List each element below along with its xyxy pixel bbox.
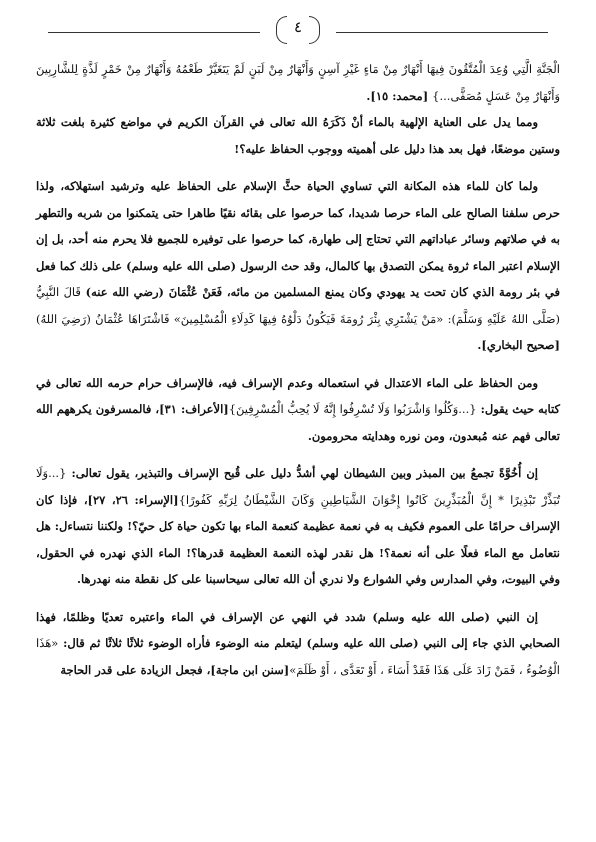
- page-number: ٤: [274, 14, 322, 44]
- quran-verse: الْجَنَّةِ الَّتِي وُعِدَ الْمُتَّقُونَ فِيهَا أَنْهَارٌ مِنْ مَاءٍ غَيْرِ آسِنٍ وَأَنْهَارٌ مِنْ لَبَنٍ لَمْ يَتَغَيَّرْ طَعْمُهُ وَأَنْهَارٌ مِنْ خَمْرٍ لَذَّةٍ لِلشَّارِبِينَ وَأَنْهَارٌ مِنْ عَسَلٍ مُصَفًّى...}: [36, 62, 560, 103]
- paragraph-3: [36, 173, 560, 359]
- paragraph-text: ومن الحفاظ على الماء الاعتدال في استعماله وعدم الإسراف فيه، فالإسراف حرام حرمه الله تعالى في كتابه حيث يقول:: [36, 375, 560, 416]
- paragraph-text: ولما كان للماء هذه المكانة التي تساوي الحياة حثَّ الإسلام على الحفاظ عليه وترشيد استهلاكه، ولذا حرص سلفنا الصالح على الماء حرصا شديدا، كما حرصوا على بقائه نقيًا طاهرا حتى يتمكنوا من شربه والتطهر به في صلاتهم وسائر عباداتهم التي تحتاج إلى طهارة، كما حرصوا على توفيره للجميع فلا يحرم منه أحد، بل إن الإسلام اعتبر الماء ثروة يمكن التصدق بها كالمال، وقد حث الرسول (صلى الله عليه وسلم) على ذلك كما فعل في بئر رومة الذي كان تحت يد يهودي وكان يمنع المسلمين من مائه، فَعَنْ عُثْمَانَ (رضي الله عنه): [36, 179, 560, 299]
- header-rule-left: [48, 32, 260, 33]
- paragraph-2: [36, 109, 560, 162]
- paragraph-text: إن النبي (صلى الله عليه وسلم) شدد في النهي عن الإسراف في الماء واعتبره تعديًا وظلمًا، فهذا الصحابي الذي جاء إلى النبي (صلى الله عليه وسلم) ليتعلم منه الوضوء فأراه الوضوء ثلاثًا ثلاثًا ثم قال:: [36, 609, 560, 650]
- paragraph-text: ومما يدل على العناية الإلهية بالماء أنْ ذَكَرَهُ الله تعالى في القرآن الكريم في مواضع كثيرة بلغت ثلاثة وستين موضعًا، فهل بعد هذا دليل على أهميته ووجوب الحفاظ عليه؟!: [36, 115, 560, 156]
- paragraph-text: [سنن ابن ماجة]، فجعل الزيادة على قدر الحاجة: [60, 662, 290, 677]
- paragraph-text: [الإسراء: ٢٦، ٢٧]، فإذا كان الإسراف حرامًا على العموم فكيف به في نعمة عظيمة كنعمة الماء بها تكون حياة كل حيّ؟! ولكننا نتساءل: هل نتعامل مع الماء فعلًا على أنه نعمة؟! هل نقدر لهذه النعمة العظيمة قدرها؟! الماء الذي نهدره في الحقول، وفي البيوت، وفي المدارس وفي الشوارع ولا ندري أن الله تعالى سيحاسبنا على كل نقطة منه نهدرها.: [36, 492, 560, 586]
- hadith-quote: «هَذَا الْوُضُوءُ ، فَمَنْ زَادَ عَلَى هَذَا فَقَدْ أَسَاءَ ، أَوْ تَعَدَّى ، أَوْ ظَلَمَ»: [36, 636, 560, 677]
- citation: [محمد: ١٥].: [366, 88, 433, 103]
- paragraph-text: إن أُخُوَّةً تجمعُ بين المبذر وبين الشيطان لهي أشدُّ دليل على قُبح الإسراف والتبذير، يقول تعالى:: [66, 466, 538, 480]
- paragraph-4: [36, 370, 560, 450]
- header-rule-right: [336, 32, 548, 33]
- page-header: [48, 10, 548, 44]
- hadith-quote: قَالَ النَّبِيُّ (صَلَّى اللهُ عَلَيْهِ وَسَلَّمَ): «مَنْ يَشْتَرِي بِئْرَ رُومَةَ فَيَكُونُ دَلْوُهُ فِيهَا كَدِلَاءِ الْمُسْلِمِينَ» فَاشْتَرَاهَا عُثْمَانُ (رَضِيَ اللهُ): [36, 285, 560, 326]
- paragraph-1: [36, 56, 560, 109]
- paragraph-text: [الأعراف: ٣١]، فالمسرفون يكرههم الله تعالى فهم عنه مُبعدون، ومن نوره وهدايته محرومون.: [36, 402, 560, 443]
- page-body: [36, 56, 560, 683]
- paragraph-6: [36, 604, 560, 684]
- quran-verse: {...وَكُلُوا وَاشْرَبُوا وَلَا تُسْرِفُوا إِنَّهُ لَا يُحِبُّ الْمُسْرِفِينَ}: [228, 402, 477, 416]
- paragraph-5: [36, 460, 560, 593]
- citation: [صحيح البخاري].: [477, 338, 560, 352]
- quran-verse: {...وَلَا تُبَذِّرْ تَبْذِيرًا * إِنَّ الْمُبَذِّرِينَ كَانُوا إِخْوَانَ الشَّيَاطِينِ وَكَانَ الشَّيْطَانُ لِرَبِّهِ كَفُورًا}: [36, 466, 561, 507]
